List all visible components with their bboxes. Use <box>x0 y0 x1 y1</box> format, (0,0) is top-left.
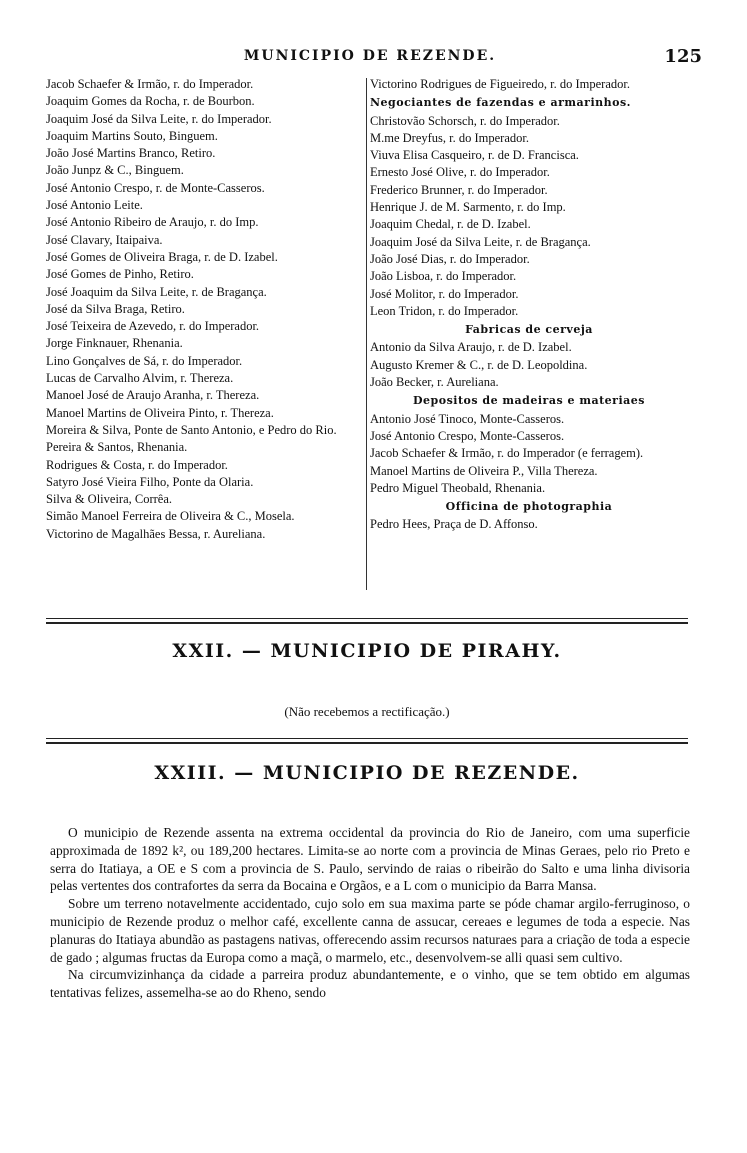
list-item: Lucas de Carvalho Alvim, r. Thereza. <box>46 371 234 386</box>
list-item: Ernesto José Olive, r. do Imperador. <box>370 165 550 180</box>
body-text <box>50 824 690 1002</box>
left-column <box>46 76 362 543</box>
list-item: João Lisboa, r. do Imperador. <box>370 269 517 284</box>
list-item: José Gomes de Pinho, Retiro. <box>46 267 194 282</box>
list-item: Joaquim Martins Souto, Binguem. <box>46 128 218 143</box>
list-item: Victorino Rodrigues de Figueiredo, r. do Imperador. <box>370 77 630 91</box>
list-item: Manoel Martins de Oliveira Pinto, r. Thereza. <box>46 405 274 420</box>
list-item: José Antonio Crespo, Monte-Casseros. <box>370 428 565 443</box>
directory-columns <box>46 76 688 596</box>
running-title: MUNICIPIO DE REZENDE. <box>243 48 497 64</box>
list-item: Simão Manoel Ferreira de Oliveira & C., Mosela. <box>46 509 295 524</box>
list-item: José Molitor, r. do Imperador. <box>370 286 519 301</box>
paragraph: Sobre um terreno notavelmente accidentado, cujo solo em sua maxima parte se póde chamar argilo-ferruginoso, o municipio de Rezende produz o melhor café, excellente canna de assucar, cereaes e legumes de toda a especie. Nas planuras do Itatiaya abundão as pastagens nativas, offerecendo assim recursos naturaes para a criação de toda a especie de gado ; algumas fructas da Europa como a maçã, o marmelo, etc., desenvolvem-se alli quasi sem cultivo. <box>50 896 690 965</box>
list-item: Antonio José Tinoco, Monte-Casseros. <box>370 411 565 426</box>
list-item: José Gomes de Oliveira Braga, r. de D. Izabel. <box>46 249 278 264</box>
list-item: João José Dias, r. do Imperador. <box>370 251 530 266</box>
list-item: Augusto Kremer & C., r. de D. Leopoldina. <box>370 357 588 372</box>
section-heading: Officina de photographia <box>445 500 613 514</box>
list-item: Jacob Schaefer & Irmão, r. do Imperador. <box>46 77 254 91</box>
right-column <box>370 76 688 534</box>
list-item: José Antonio Ribeiro de Araujo, r. do Imp. <box>46 215 259 230</box>
list-item: Silva & Oliveira, Corrêa. <box>46 492 173 507</box>
list-item: Leon Tridon, r. do Imperador. <box>370 303 519 318</box>
list-item: Jorge Finknauer, Rhenania. <box>46 336 183 351</box>
list-item: Joaquim Chedal, r. de D. Izabel. <box>370 217 531 232</box>
list-item: Pereira & Santos, Rhenania. <box>46 440 188 455</box>
divider-rule <box>46 742 688 744</box>
divider-rule <box>46 738 688 739</box>
divider-rule <box>46 618 688 619</box>
section-heading: Depositos de madeiras e materiaes <box>413 394 645 408</box>
section-title: XXIII. — MUNICIPIO DE REZENDE. <box>154 762 580 784</box>
list-item: M.me Dreyfus, r. do Imperador. <box>370 130 529 145</box>
list-item: José Joaquim da Silva Leite, r. de Bragança. <box>46 284 267 299</box>
page-number: 125 <box>664 46 702 67</box>
list-item: Joaquim José da Silva Leite, r. do Imperador. <box>46 111 272 126</box>
list-item: José Antonio Leite. <box>46 198 143 213</box>
paragraph: O municipio de Rezende assenta na extrema occidental da provincia do Rio de Janeiro, com uma superficie approximada de 1892 k², ou 189,200 hectares. Limita-se ao norte com a provincia de Minas Geraes, pelo rio Preto e serra do Itatiaya, a OE e S com a provincia de S. Paulo, servindo de raias o ribeirão do Salto e uma linha divisoria pelas vertentes dos contrafortes da serra da Bocaina e Orgãos, e a L com o municipio da Barra Mansa. <box>50 825 690 894</box>
list-item: João José Martins Branco, Retiro. <box>46 146 216 161</box>
list-item: Joaquim Gomes da Rocha, r. de Bourbon. <box>46 94 255 109</box>
list-item: Antonio da Silva Araujo, r. de D. Izabel. <box>370 340 572 355</box>
list-item: Rodrigues & Costa, r. do Imperador. <box>46 457 228 472</box>
list-item: Manoel José de Araujo Aranha, r. Thereza. <box>46 388 260 403</box>
paragraph: Na circumvizinhança da cidade a parreira produz abundantemente, e o vinho, que se tem obtido em algumas tentativas felizes, assemelha-se ao do Rheno, sendo <box>50 967 690 1001</box>
list-item: Frederico Brunner, r. do Imperador. <box>370 182 548 197</box>
list-item: Viuva Elisa Casqueiro, r. de D. Francisca. <box>370 148 579 163</box>
list-item: Jacob Schaefer & Irmão, r. do Imperador (e ferragem). <box>370 446 644 461</box>
section-title: XXII. — MUNICIPIO DE PIRAHY. <box>172 640 562 662</box>
divider-rule <box>46 622 688 624</box>
list-item: Pedro Miguel Theobald, Rhenania. <box>370 480 546 495</box>
list-item: Christovão Schorsch, r. do Imperador. <box>370 113 560 128</box>
list-item: João Junpz & C., Binguem. <box>46 163 184 178</box>
list-item: José Teixeira de Azevedo, r. do Imperador. <box>46 319 260 334</box>
list-item: Henrique J. de M. Sarmento, r. do Imp. <box>370 200 566 215</box>
list-item: Lino Gonçalves de Sá, r. do Imperador. <box>46 353 243 368</box>
list-item: José Clavary, Itaipaiva. <box>46 232 163 247</box>
list-item: Satyro José Vieira Filho, Ponte da Olaria. <box>46 474 254 489</box>
list-item: Manoel Martins de Oliveira P., Villa Thereza. <box>370 463 598 478</box>
section-heading: Fabricas de cerveja <box>465 323 593 337</box>
list-item: João Becker, r. Aureliana. <box>370 375 499 390</box>
list-item: Joaquim José da Silva Leite, r. de Bragança. <box>370 234 591 249</box>
list-item: Moreira & Silva, Ponte de Santo Antonio, e Pedro do Rio. <box>46 422 337 437</box>
running-header <box>40 46 700 72</box>
list-item: José Antonio Crespo, r. de Monte-Casseros. <box>46 180 265 195</box>
column-divider <box>366 78 367 590</box>
list-item: José da Silva Braga, Retiro. <box>46 301 185 316</box>
section-heading: Negociantes de fazendas e armarinhos. <box>370 96 631 110</box>
section-note: (Não recebemos a rectificação.) <box>284 704 450 719</box>
list-item: Pedro Hees, Praça de D. Affonso. <box>370 517 538 532</box>
list-item: Victorino de Magalhães Bessa, r. Aureliana. <box>46 526 266 541</box>
